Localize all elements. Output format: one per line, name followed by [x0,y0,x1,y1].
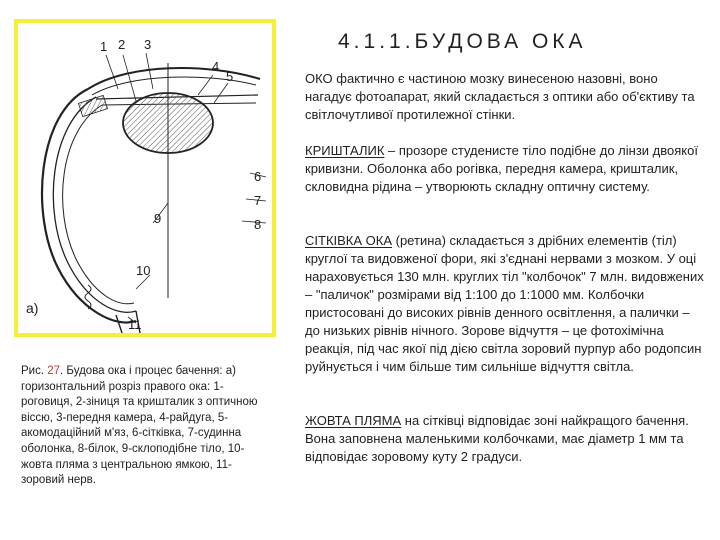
label-1: 1 [100,39,108,54]
label-2: 2 [118,37,126,52]
section-title: 4.1.1.БУДОВА ОКА [338,30,587,53]
term-macula: ЖОВТА ПЛЯМА [305,413,402,428]
paragraph-eye-text: ОКО фактично є частиною мозку винесеною назовні, воно нагадує фотоапарат, який складається з оптики або об'єктиву та світлочутливої протилежної стінки. [305,71,695,122]
caption-text: . Будова ока і процес бачення: а) горизонтальний розріз правого ока: 1-роговиця, 2-зіниця та кришталик з оптичною віссю, 3-передня камера, 4-райдуга, 5-акомодаційний м'яз, 6-сітківка, 7-судинна оболонка, 8-білок, 9-склоподібне тіло, 10-жовта пляма з центральною ямкою, 11-зоровий нерв. [21,365,258,487]
panel-label: а) [26,300,39,316]
label-4: 4 [212,59,220,74]
label-6: 6 [254,169,262,184]
ciliary-muscle [78,95,107,116]
sclera-outline [42,89,136,323]
paragraph-retina-text: (ретина) складається з дрібних елементів (тіл) круглої та видовженої фори, які з'єднані нервами з мозком. У оці нараховується 130 млн. круглих тіл "колбочок" 7 млн. видовжених – "паличок" розмірами від 1:100 до 1:1000 мм. Колбочки пристосовані до високих рівнів денного освітлення, а палички – до низьких рівнів нічного. Зорове відчуття – це фотохімічна реакція, під час якої під дією світла зоровий пурпур або родопсин руйнується і чим більше тим сильніше відчуття світла. [305,233,704,374]
paragraph-macula [305,412,705,466]
paragraph-retina [305,232,705,376]
figure-caption [21,364,273,489]
eye-diagram-figure [14,19,276,337]
label-3: 3 [144,37,152,52]
label-5: 5 [226,69,234,84]
term-retina: СІТКІВКА ОКА [305,233,393,248]
caption-figure-number: 27 [47,365,61,377]
eye-cross-section-drawing [18,23,272,333]
label-11: 11 [128,317,142,332]
paragraph-macula-text: на сітківці відповідає зоні найкращого бачення. Вона заповнена маленькими колбочками, має діаметр 1 мм та відповідає зоровому куту 2 градуси. [305,413,689,464]
paragraph-eye [305,70,705,124]
label-10: 10 [136,263,151,278]
label-7: 7 [254,193,262,208]
paragraph-lens-text: – прозоре студенисте тіло подібне до лінзи двоякої кривизни. Оболонка або рогівка, передня камера, кришталик, скловидна рідина – утворюють складну оптичну систему. [305,143,698,194]
term-lens: КРИШТАЛИК [305,143,385,158]
paragraph-lens [305,142,705,196]
label-9: 9 [154,211,162,226]
label-8: 8 [254,217,262,232]
caption-prefix: Рис. [21,365,48,377]
